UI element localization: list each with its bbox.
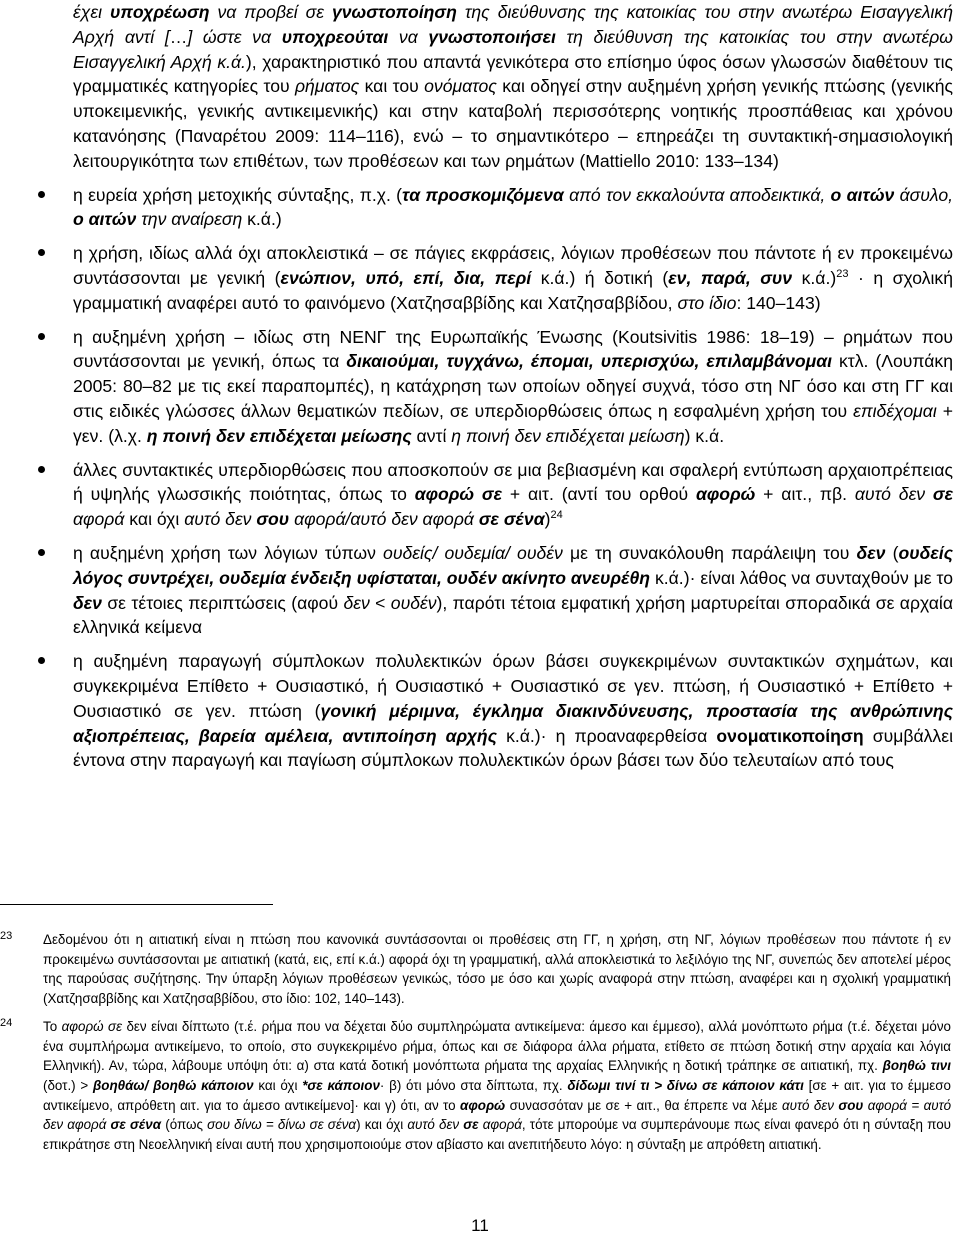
text-run: σου δίνω = δίνω σε σένα xyxy=(207,1117,357,1133)
text-run: η αυξημένη χρήση των λόγιων τύπων xyxy=(73,542,384,563)
text-run: σου xyxy=(256,509,290,530)
text-run: αφορά/αυτό δεν αφορά xyxy=(289,509,479,530)
text-run: με τη συνακόλουθη παράλειψη του xyxy=(562,542,857,563)
footnote-number: 23 xyxy=(0,930,13,942)
bullet-list xyxy=(73,183,953,774)
text-run: και του xyxy=(359,76,425,97)
text-run: σου xyxy=(838,1097,864,1113)
text-run: υποχρεούται xyxy=(281,26,389,47)
text-run: ) xyxy=(544,509,551,530)
text-run: η αυξημένη χρήση – ιδίως στη ΝΕΝΓ της Ευρωπαϊκής Ένωσης (Koutsivitis 1986: 18–19) – ρημάτων που συντάσσονται με γενική, όπως τα xyxy=(73,326,953,372)
text-run: στο ίδιο xyxy=(677,292,737,313)
text-run: αφορώ σε xyxy=(414,484,503,505)
text-run: τη διεύθυνση της κατοικίας του στην ανωτέρω Εισαγγελική Αρχή κ.ά. xyxy=(73,26,954,72)
text-run: + αιτ., πβ. xyxy=(755,484,855,505)
text-run: και όχι xyxy=(253,1077,303,1093)
list-item xyxy=(73,183,953,233)
text-run: την αναίρεση xyxy=(136,209,248,230)
text-run: είναι λάθος να συνταχθούν με το xyxy=(695,567,954,588)
text-run: να προβεί σε xyxy=(209,2,332,22)
footnotes xyxy=(0,930,960,1155)
text-run: ) και όχι xyxy=(356,1117,408,1133)
text-run: σε τέτοιες περιπτώσεις (αφού xyxy=(101,592,344,613)
list-item xyxy=(73,649,953,773)
text-run: ονόματος xyxy=(424,76,497,97)
footnote-ref: 24 xyxy=(550,509,563,522)
text-run: [σε + αιτ. για το έμμεσο αντικείμενο, απρόθετη αιτ. για το άμεσο αντικείμενο] xyxy=(43,1077,951,1113)
text-run: βοηθώ τινι xyxy=(882,1058,951,1074)
text-run: ) κ.ά. xyxy=(684,425,725,446)
text-run: κ.ά.) xyxy=(650,567,690,588)
text-run: κ.ά.) xyxy=(792,267,837,288)
list-item xyxy=(73,541,953,640)
text-run: γνωστοποίηση xyxy=(331,2,457,22)
text-run: η προαναφερθείσα xyxy=(546,725,717,746)
text-run: σε xyxy=(932,484,954,505)
text-run: · xyxy=(689,567,696,588)
text-run: γονική μέριμνα, έγκλημα διακινδύνευσης, προστασία της ανθρώπινης αξιοπρέπειας, βαρεία αμέλεια, αντιποίηση αρχής xyxy=(73,700,953,746)
text-run: : 140–143) xyxy=(736,292,821,313)
text-run: ), παρότι τέτοια εμφατική χρήση μαρτυρείται σποραδικά σε αρχαία ελληνικά κείμενα xyxy=(73,592,954,638)
text-run: επιδέχομαι xyxy=(853,400,937,421)
text-run: η αυξημένη παραγωγή σύμπλοκων πολυλεκτικών όρων βάσει συγκεκριμένων συντακτικών σχημάτων, και συγκεκριμένα Επίθετο + Ουσιαστικό, ή Ουσιαστικό + Ουσιαστικό σε γεν. πτώση, ή Ουσιαστικό + Επίθετο + Ουσιαστικό σε γεν. πτώση ( xyxy=(73,651,953,721)
text-run: δεν είναι δίπτωτο (τ.έ. ρήμα που να δέχεται δύο συμπληρώματα αντικείμενα: άμεσο και έμμεσο), αλλά μονόπτωτο ρήμα (τ.έ. δέχεται μόνο ένα συμπλήρωμα αντικείμενο, το οποίο, στο συγκεκριμένο ρήμα, όπως και σε διάφορα άλλα ρήματα, ετίθετο σε πτώση δοτική στην αρχαία και λόγια Ελληνική). Αν, τώρα, λάβουμε υπόψη ότι: α) στα κατά δοτική μονόπτωτα ρήματα της αρχαίας Ελληνικής η δοτική τράπηκε σε αιτιατική, πχ. xyxy=(43,1018,952,1074)
text-run: ( xyxy=(885,542,899,563)
text-run: να xyxy=(388,26,429,47)
text-run: άσυλο, xyxy=(894,184,953,205)
footnote-number: 24 xyxy=(0,1016,13,1029)
text-run: , τότε μπορούμε να συμπεράνουμε πως είναι φανερό ότι η σύνταξη που επικράτησε στη Νεοελληνική είναι αυτή που χρησιμοποιούμε στον αβίαστο και ανεπιτήδευτο λόγο: η σύνταξη με απρόθετη αιτιατική. xyxy=(43,1117,951,1153)
text-run: της διεύθυνσης της κατοικίας του στην ανωτέρω Εισαγγελική Αρχή αντί [ xyxy=(73,2,953,47)
intro-paragraph xyxy=(73,0,953,174)
text-run: αφορώ xyxy=(460,1097,506,1113)
text-run: (όπως xyxy=(161,1117,208,1133)
text-run: κτλ. (Λουπάκη 2005: 80–82 με τις εκεί παραπομπές), η κατάχρηση των οποίων οδηγεί συχνά, τόσο στη ΝΓ όσο και στη ΓΓ και στις ειδικές γλώσσες άλλων θεματικών πεδίων, σε υπερδιορθώσεις όπως η εσφαλμένη χρήση του xyxy=(73,351,954,421)
text-run: από τον εκκαλούντα αποδεικτικά, xyxy=(563,184,831,205)
text-run: ουδέν xyxy=(390,592,437,613)
text-run: · η σχολική γραμματική αναφέρει αυτό το φαινόμενο (Χατζησαββίδης και Χατζησαββίδου, xyxy=(73,267,953,313)
text-run: *σε κάποιον xyxy=(302,1077,380,1093)
main-text xyxy=(73,0,953,773)
text-run: και γ) ότι, αν το xyxy=(358,1097,461,1113)
text-run: αφορώ xyxy=(695,484,756,505)
text-run: ρήματος xyxy=(294,76,360,97)
text-run: Δεδομένου ότι η αιτιατική είναι η πτώση που κανονικά συντάσσονται οι προθέσεις στη ΓΓ, η χρήση, στη ΝΓ, λόγιων προθέσεων που πάντοτε ή εν προκειμένω συντάσσονται με αιτιατική (κατά, εις, επί κ.ά.) αφορά όχι τη γραμματική, αλλά αποκλειστικά το λεξιλόγιο της ΝΓ, συνεπώς δεν αποτελεί μέρος της παρούσας συζήτησης. Την ύπαρξη λόγιων προθέσεων γενικώς, τόσο με όσο και χωρίς αναφορά στην πτώση, αναφέρει και η σχολική γραμματική (Χατζησαββίδης και Χατζησαββίδου, στο ίδιο: 102, 140–143). xyxy=(43,932,951,1007)
text-run: σε σένα xyxy=(110,1117,162,1133)
text-run: (δοτ.) > xyxy=(43,1077,93,1093)
text-run: ), χαρακτηριστικό που απαντά γενικότερα στο επίσημο ύφος όσων γλωσσών διαθέτουν τις γραμματικές κατηγορίες του xyxy=(73,51,953,97)
text-run: ενώπιον, υπό, επί, δια, περί xyxy=(280,267,532,288)
text-run: ] ώστε να xyxy=(187,26,282,47)
text-run: … xyxy=(169,26,188,47)
text-run: αφορά xyxy=(73,509,125,530)
text-run: ο αιτών xyxy=(73,209,137,230)
text-run: συμβάλλει έντονα στην παραγωγή και παγίωση σύμπλοκων πολυλεκτικών όρων βάσει των δύο τελευταίων από τους xyxy=(73,725,953,771)
page-number: 11 xyxy=(471,1216,489,1235)
text-run: εν, παρά, συν xyxy=(668,267,793,288)
text-run: σε σένα xyxy=(478,509,545,530)
text-run: ο αιτών xyxy=(830,184,895,205)
text-run: αυτό δεν xyxy=(854,484,933,505)
text-run: ονοματικοποίηση xyxy=(716,725,864,746)
text-run: σε xyxy=(463,1117,479,1133)
text-run: αφορά = αυτό δεν αφορά xyxy=(43,1097,952,1133)
text-run: η χρήση, ιδίως αλλά όχι αποκλειστικά – σε πάγιες εκφράσεις, λόγιων προθέσεων που πάντοτε ή εν προκειμένω συντάσσονται με γενική ( xyxy=(73,243,953,288)
text-run: γνωστοποιήσει xyxy=(428,26,556,47)
text-run: δεν xyxy=(856,542,886,563)
text-run: τα προσκομιζόμενα xyxy=(402,184,564,205)
text-run: κ.ά.) xyxy=(497,725,541,746)
text-run: + αιτ. (αντί του ορθού xyxy=(502,484,696,505)
text-run: · xyxy=(354,1097,359,1113)
text-run: < xyxy=(369,592,391,613)
text-run: υποχρέωση xyxy=(109,2,210,22)
text-run: ουδείς λόγος συντρέχει, ουδεμία ένδειξη υφίσταται, ουδέν ακίνητο ανευρέθη xyxy=(73,542,954,588)
text-run: βοηθάω/ βοηθώ κάποιον xyxy=(92,1077,254,1093)
text-run: αυτό δεν xyxy=(407,1117,464,1133)
footnote-text xyxy=(43,1017,951,1155)
text-run: αφορά xyxy=(478,1117,522,1133)
text-run: δικαιούμαι, τυγχάνω, έπομαι, υπερισχύω, επιλαμβάνομαι xyxy=(346,351,833,372)
text-run: συνασσόταν με σε + αιτ., θα έπρεπε να λέμε xyxy=(505,1097,783,1113)
text-run: · β) ότι μόνο στα δίπτωτα, πχ. xyxy=(379,1077,568,1093)
text-run: η ποινή δεν επιδέχεται μείωση xyxy=(451,425,685,446)
text-run: ουδείς/ ουδεμία/ ουδέν xyxy=(383,542,563,563)
text-run: άλλες συντακτικές υπερδιορθώσεις που αποσκοπούν σε μια βεβιασμένη και σφαλερή εντύπωση αρχαιοπρέπειας ή υψηλής γλωσσικής ποιότητας, όπως το xyxy=(73,459,953,505)
text-run: και οδηγεί στην αυξημένη χρήση γενικής πτώσης (γενικής υποκειμενικής, γενικής αντικειμενικής) και στην καταβολή περισσότερης νοητικής προσπάθειας και χρόνου κατανόησης (Παναρέτου 2009: 114–116), ενώ – το σημαντικότερο – επηρεάζει τη συντακτική-σημασιολογική λειτουργικότητα των επιθέτων, των προθέσεων και των ρημάτων (Mattiello 2010: 133–134) xyxy=(73,76,953,171)
text-run: αυτό δεν xyxy=(782,1097,839,1113)
text-run: αφορώ σε xyxy=(61,1018,122,1034)
text-run: και όχι xyxy=(124,509,185,530)
text-run: η ευρεία χρήση μετοχικής σύνταξης, π.χ. ( xyxy=(73,184,403,205)
footnote xyxy=(0,930,960,1009)
footnote xyxy=(0,1017,960,1155)
list-item xyxy=(73,458,953,532)
footnote-text xyxy=(43,930,951,1009)
footnote-separator xyxy=(0,904,273,905)
text-run: + γεν. (λ.χ. xyxy=(73,400,954,446)
list-item xyxy=(73,241,953,315)
footnote-ref: 23 xyxy=(836,268,849,281)
text-run: δεν xyxy=(343,592,370,613)
text-run: Το xyxy=(43,1018,62,1034)
text-run: κ.ά.) ή δοτική ( xyxy=(531,267,669,288)
text-run: αυτό δεν xyxy=(184,509,257,530)
text-run: η ποινή δεν επιδέχεται μείωσης xyxy=(146,425,412,446)
text-run: αντί xyxy=(411,425,452,446)
text-run: δίδωμι τινί τι > δίνω σε κάποιον κάτι xyxy=(567,1077,804,1093)
list-item xyxy=(73,325,953,449)
text-run: έχει xyxy=(73,2,110,22)
text-run: δεν xyxy=(73,592,102,613)
text-run: · xyxy=(540,725,547,746)
text-run: κ.ά.) xyxy=(247,209,282,230)
